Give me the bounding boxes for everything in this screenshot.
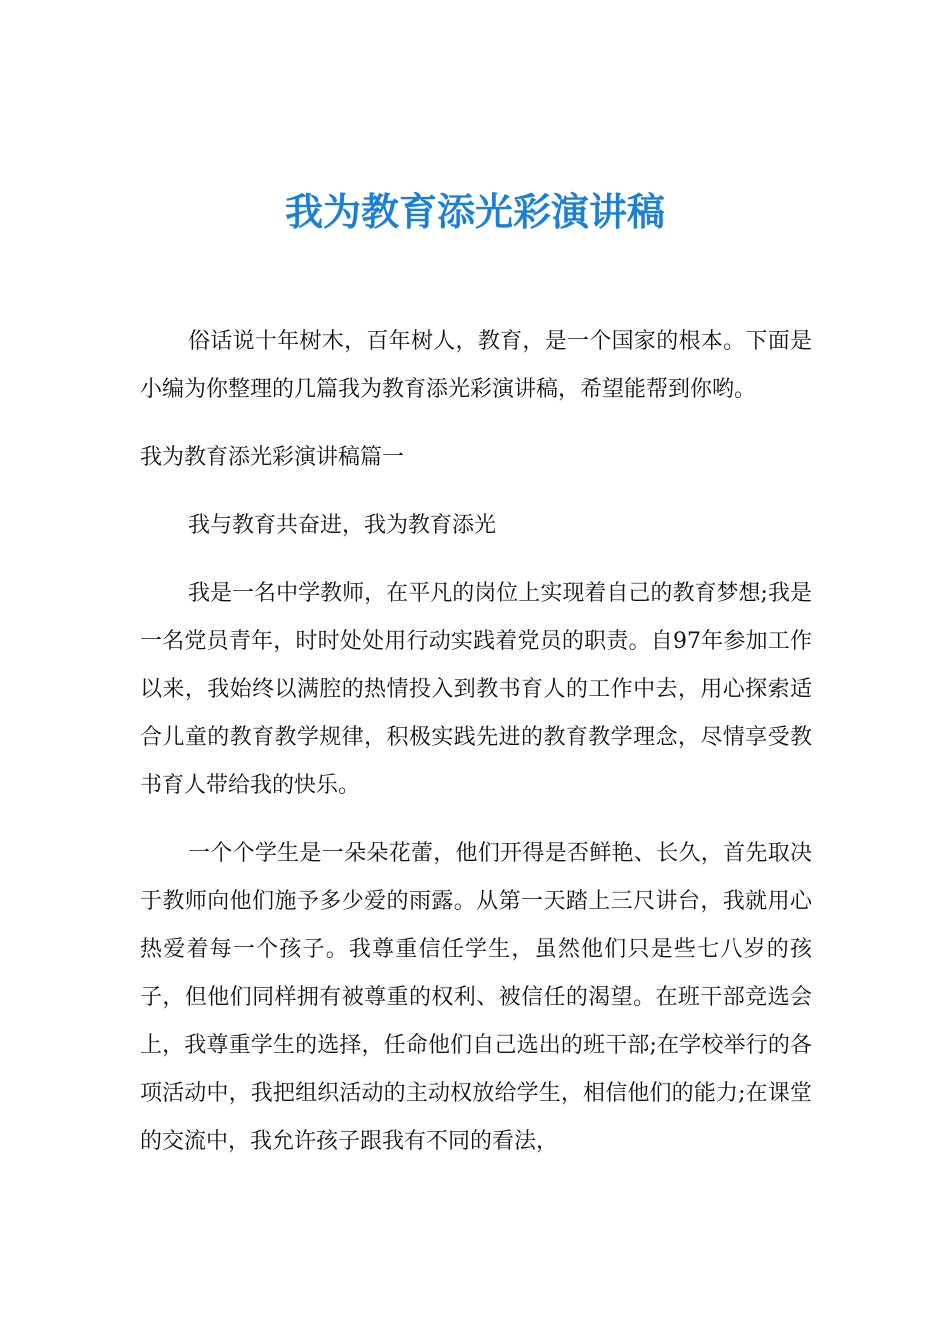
section-title: 我为教育添光彩演讲稿篇一 (140, 445, 405, 470)
document-body (140, 318, 812, 1166)
paragraph-teacher-dream: 我是一名中学教师，在平凡的岗位上实现着自己的教育梦想;我是一名党员青年，时时处处用行动实践着党员的职责。自97年参加工作以来，我始终以满腔的热情投入到教书育人的工作中去，用心探索适合儿童的教育教学规律，积极实践先进的教育教学理念，尽情享受教书育人带给我的快乐。 (140, 581, 812, 798)
speech-subtitle: 我与教育共奋进，我为教育添光 (188, 513, 497, 538)
document-title: 我为教育添光彩演讲稿 (284, 190, 665, 234)
paragraph-students-flowers: 一个个学生是一朵朵花蕾，他们开得是否鲜艳、长久，首先取决于教师向他们施予多少爱的雨露。从第一天踏上三尺讲台，我就用心热爱着每一个孩子。我尊重信任学生，虽然他们只是些七八岁的孩子，但他们同样拥有被尊重的权利、被信任的渴望。在班干部竞选会上，我尊重学生的选择，任命他们自己选出的班干部;在学校举行的各项活动中，我把组织活动的主动权放给学生，相信他们的能力;在课堂的交流中，我允许孩子跟我有不同的看法， (140, 841, 812, 1154)
intro-paragraph: 俗话说十年树木，百年树人，教育，是一个国家的根本。下面是小编为你整理的几篇我为教育添光彩演讲稿，希望能帮到你哟。 (140, 329, 812, 402)
